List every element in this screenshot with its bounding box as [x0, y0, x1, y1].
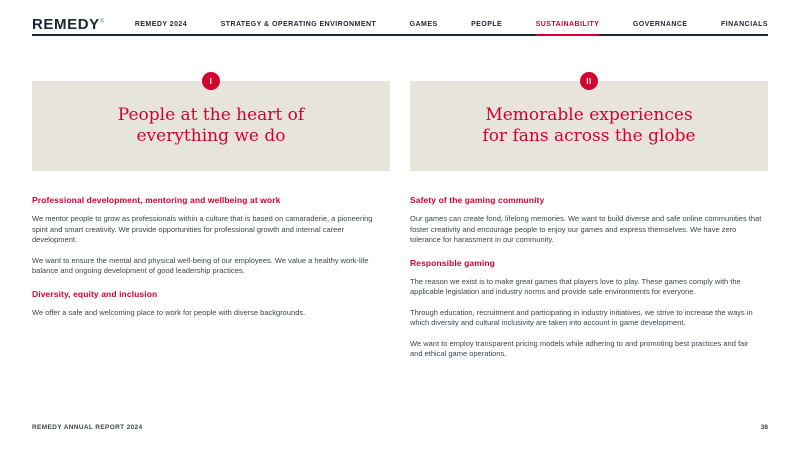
section-heading-professional-development: Professional development, mentoring and wellbeing at work — [32, 195, 281, 205]
nav-item-people[interactable]: PEOPLE — [471, 21, 503, 28]
hero-title-experiences — [482, 105, 695, 147]
hero-title-line2: everything we do — [136, 126, 286, 146]
footer — [32, 424, 768, 431]
paragraph: We want to employ transparent pricing models while adhering to and promoting best practices and fair and ethical game operations. — [410, 338, 749, 358]
sections-experiences — [410, 195, 768, 360]
nav-item-sustainability[interactable]: SUSTAINABILITY — [536, 21, 600, 36]
registered-mark: ® — [99, 19, 105, 25]
paragraph: We want to ensure the mental and physical well-being of our employees. We value a healthy work-life balance and ongoing development of good leadership practices. — [32, 255, 369, 275]
paragraph: We offer a safe and welcoming place to work for people with diverse backgrounds. — [32, 307, 306, 317]
section-heading-safety-gaming-community: Safety of the gaming community — [410, 195, 545, 205]
remedy-logo — [32, 16, 105, 36]
hero-title-people — [118, 105, 304, 147]
column-people — [32, 76, 390, 370]
header — [0, 0, 800, 36]
numeral-badge-2: II — [580, 72, 598, 90]
paragraph: Through education, recruitment and participating in industry initiatives, we strive to increase the ways in which diversity and cultural inclusivity are taken into account in game development. — [410, 307, 753, 327]
footer-report-title: REMEDY ANNUAL REPORT 2024 — [32, 424, 143, 431]
section-heading-diversity-equity-inclusion: Diversity, equity and inclusion — [32, 288, 158, 299]
logo-text: REMEDY — [32, 16, 100, 33]
paragraph: We mentor people to grow as professionals within a culture that is based on camaraderie, a pioneering spirit and smart creativity. We provide opportunities for professional growth and internal career development. — [32, 214, 373, 244]
main-content — [32, 76, 768, 370]
paragraph: The reason we exist is to make great games that players love to play. These games comply with the applicable legislation and industry norms and provide safe environments for everyone. — [410, 276, 741, 296]
nav-item-financials[interactable]: FINANCIALS — [721, 21, 768, 28]
hero-title-line2: for fans across the globe — [482, 126, 696, 146]
nav-item-games[interactable]: GAMES — [409, 21, 438, 28]
paragraph: Our games can create fond, lifelong memories. We want to build diverse and safe online communities that foster creativity and encourage people to enjoy our games and express themselves. We have zero tolerance for harassment in our community. — [410, 214, 762, 244]
hero-box-experiences — [410, 76, 768, 171]
section-heading-responsible-gaming: Responsible gaming — [410, 257, 495, 268]
column-experiences — [410, 76, 768, 370]
hero-title-line1: Memorable experiences — [485, 105, 693, 125]
nav-item-governance[interactable]: GOVERNANCE — [632, 21, 688, 28]
numeral-badge-1: I — [202, 72, 220, 90]
hero-box-people — [32, 76, 390, 171]
page-number: 38 — [760, 424, 768, 431]
sections-people — [32, 195, 390, 318]
nav-item-strategy-operating-environment[interactable]: STRATEGY & OPERATING ENVIRONMENT — [220, 21, 377, 28]
hero-title-line1: People at the heart of — [117, 105, 305, 125]
nav-item-remedy-2024[interactable]: REMEDY 2024 — [134, 21, 188, 28]
